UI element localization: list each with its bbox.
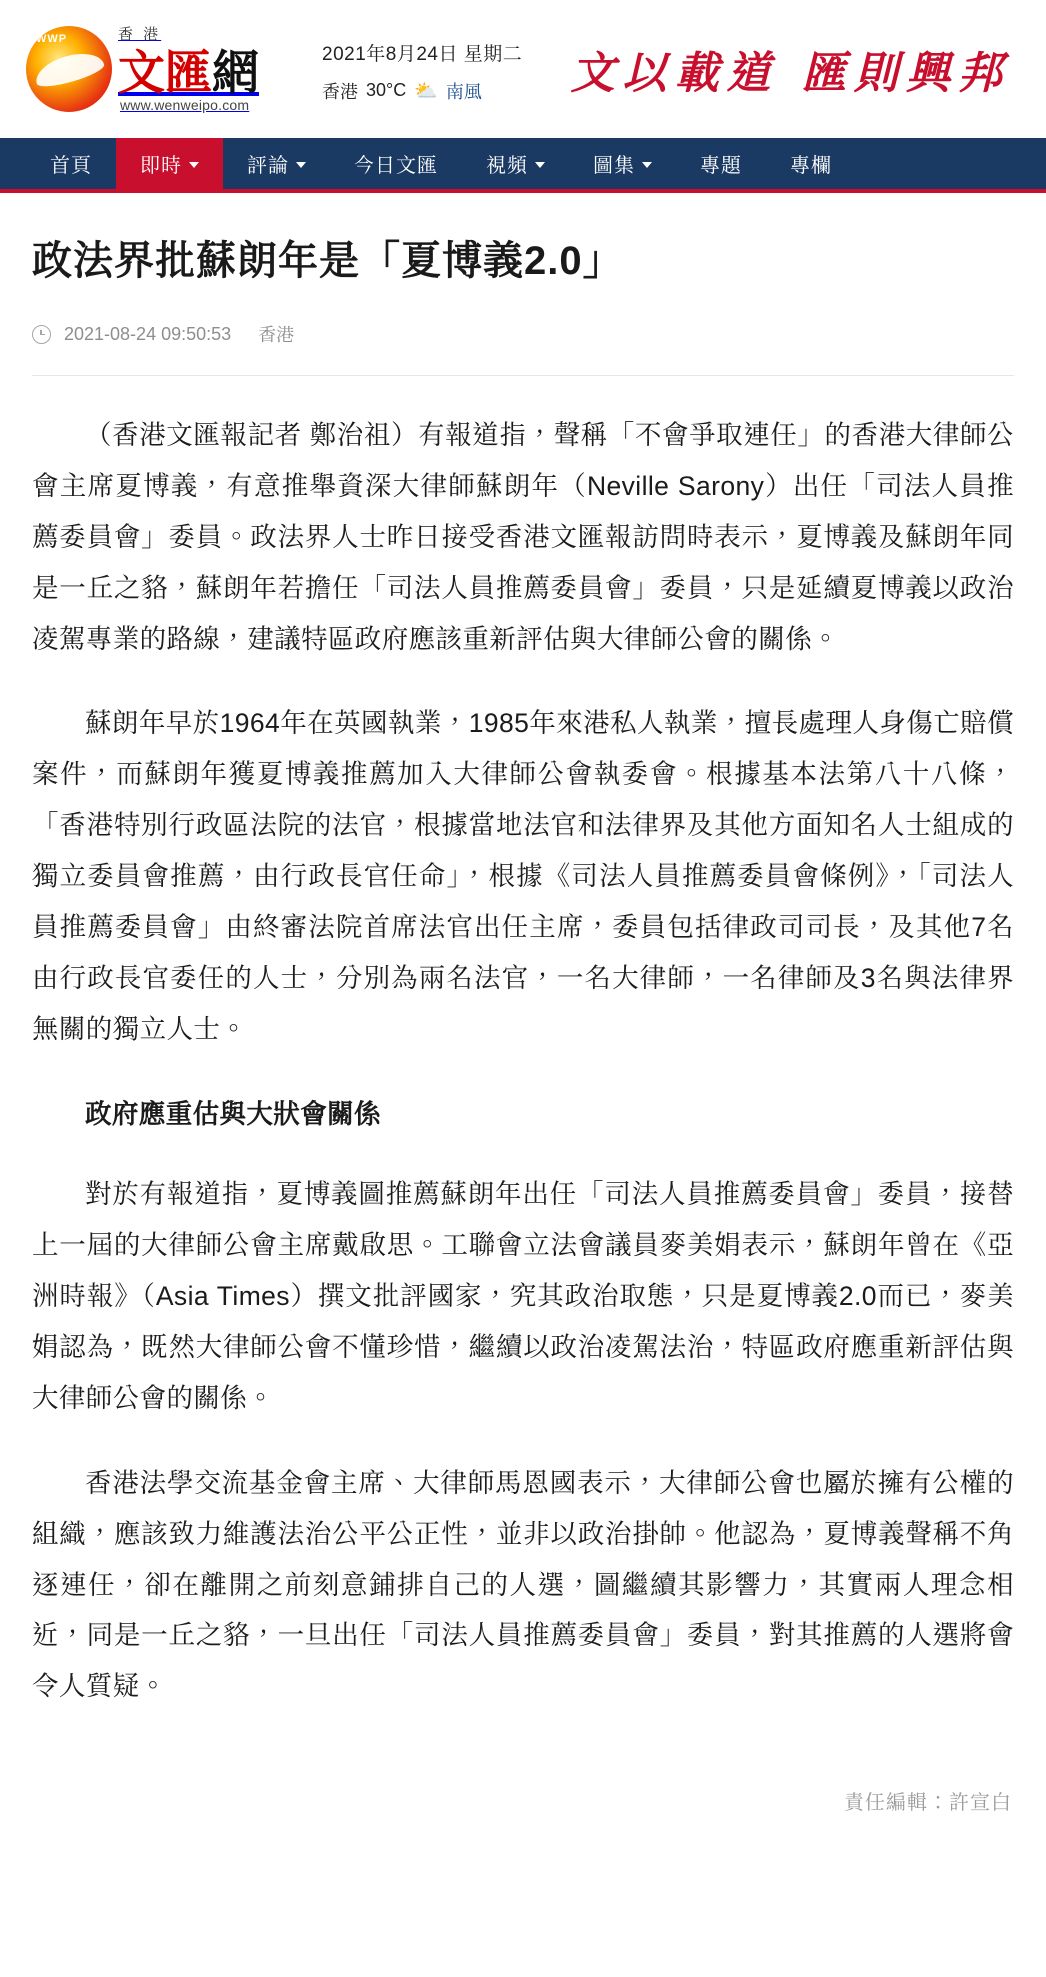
nav-item-instant[interactable] [116, 138, 223, 189]
weather-city: 香港 [322, 81, 358, 102]
article-paragraph: 蘇朗年早於1964年在英國執業，1985年來港私人執業，擅長處理人身傷亡賠償案件，而蘇朗年獲夏博義推薦加入大律師公會執委會。根據基本法第八十八條，「香港特別行政區法院的法官，根據當地法官和法律界及其他方面知名人士組成的獨立委員會推薦，由行政長官任命」，根據《司法人員推薦委員會條例》，「司法人員推薦委員會」由終審法院首席法官出任主席，委員包括律政司司長，及其他7名由行政長官委任的人士，分別為兩名法官，一名大律師，一名律師及3名與法律界無關的獨立人士。 [32, 708, 1014, 1044]
logo-title-black: 網 [212, 46, 259, 101]
brand-calligraphy-text: 文以載道 匯則興邦 [570, 48, 1010, 99]
nav-item-label: 圖集 [593, 155, 635, 177]
nav-item-video[interactable] [462, 138, 569, 189]
partly-cloudy-icon: ⛅ [414, 80, 438, 102]
nav-item-label: 專欄 [790, 155, 832, 177]
article-timestamp: 2021-08-24 09:50:53 [64, 323, 232, 344]
header-date: 2021年8月24日 星期二 [322, 43, 523, 65]
page-title: 政法界批蘇朗年是「夏博義2.0」 [32, 239, 624, 283]
nav-item-home[interactable] [26, 138, 116, 189]
logo-title-red: 文匯 [118, 46, 212, 101]
article-paragraph: 香港法學交流基金會主席、大律師馬恩國表示，大律師公會也屬於擁有公權的組織，應該致力維護法治公平公正性，並非以政治掛帥。他認為，夏博義聲稱不角逐連任，卻在離開之前刻意鋪排自己的人選，圖繼續其影響力，其實兩人理念相近，同是一丘之貉，一旦出任「司法人員推薦委員會」委員，對其推薦的人選將會令人質疑。 [32, 1467, 1014, 1702]
logo-badge-text: WWP [36, 33, 68, 45]
nav-item-label: 即時 [140, 155, 182, 177]
chevron-down-icon [189, 162, 199, 168]
chevron-down-icon [535, 162, 545, 168]
brand-calligraphy [522, 37, 1020, 101]
logo-wordmark [118, 23, 259, 115]
header-weather [322, 78, 522, 104]
nav-item-commentary[interactable] [223, 138, 330, 189]
main-navigation [0, 138, 1046, 193]
nav-item-topics[interactable] [676, 138, 766, 189]
site-logo[interactable] [26, 23, 304, 115]
article-byline [32, 321, 1014, 376]
site-header [0, 0, 1046, 138]
logo-hk-label: 香 港 [118, 26, 162, 43]
article-paragraph: 對於有報道指，夏博義圖推薦蘇朗年出任「司法人員推薦委員會」委員，接替上一屆的大律師公會主席戴啟思。工聯會立法會議員麥美娟表示，蘇朗年曾在《亞洲時報》（Asia Times）撰文批評國家，究其政治取態，只是夏博義2.0而已，麥美娟認為，既然大律師公會不懂珍惜，繼續以政治凌駕法治，特區政府應重新評估與大律師公會的關係。 [32, 1179, 1014, 1413]
nav-item-label: 首頁 [50, 155, 92, 177]
article-paragraph: （香港文匯報記者 鄭治祖）有報道指，聲稱「不會爭取連任」的香港大律師公會主席夏博義，有意推舉資深大律師蘇朗年（Neville Sarony）出任「司法人員推薦委員會」委員。政法界人士昨日接受香港文匯報訪問時表示，夏博義及蘇朗年同是一丘之貉，蘇朗年若擔任「司法人員推薦委員會」委員，只是延續夏博義以政治凌駕專業的路線，建議特區政府應該重新評估與大律師公會的關係。 [32, 420, 1014, 654]
editor-credit: 責任編輯：許宣白 [844, 1792, 1012, 1815]
header-meta [322, 35, 522, 104]
chevron-down-icon [642, 162, 652, 168]
nav-item-columns[interactable] [766, 138, 856, 189]
nav-item-label: 今日文匯 [354, 155, 438, 177]
chevron-down-icon [296, 162, 306, 168]
logo-swoosh-shape [32, 47, 106, 91]
article-subheading: 政府應重估與大狀會關係 [85, 1098, 381, 1129]
article-body [32, 376, 1014, 1712]
nav-item-today-paper[interactable] [330, 138, 462, 189]
nav-item-label: 視頻 [486, 155, 528, 177]
clock-icon [32, 325, 51, 344]
article [0, 193, 1046, 1712]
weather-temperature: 30°C [366, 80, 407, 100]
wenweipo-logo-icon [26, 26, 112, 112]
weather-wind: 南風 [445, 81, 482, 102]
article-location: 香港 [258, 325, 295, 345]
nav-item-label: 專題 [700, 155, 742, 177]
nav-item-label: 評論 [247, 155, 289, 177]
nav-item-gallery[interactable] [569, 138, 676, 189]
logo-url: www.wenweipo.com [120, 97, 250, 113]
